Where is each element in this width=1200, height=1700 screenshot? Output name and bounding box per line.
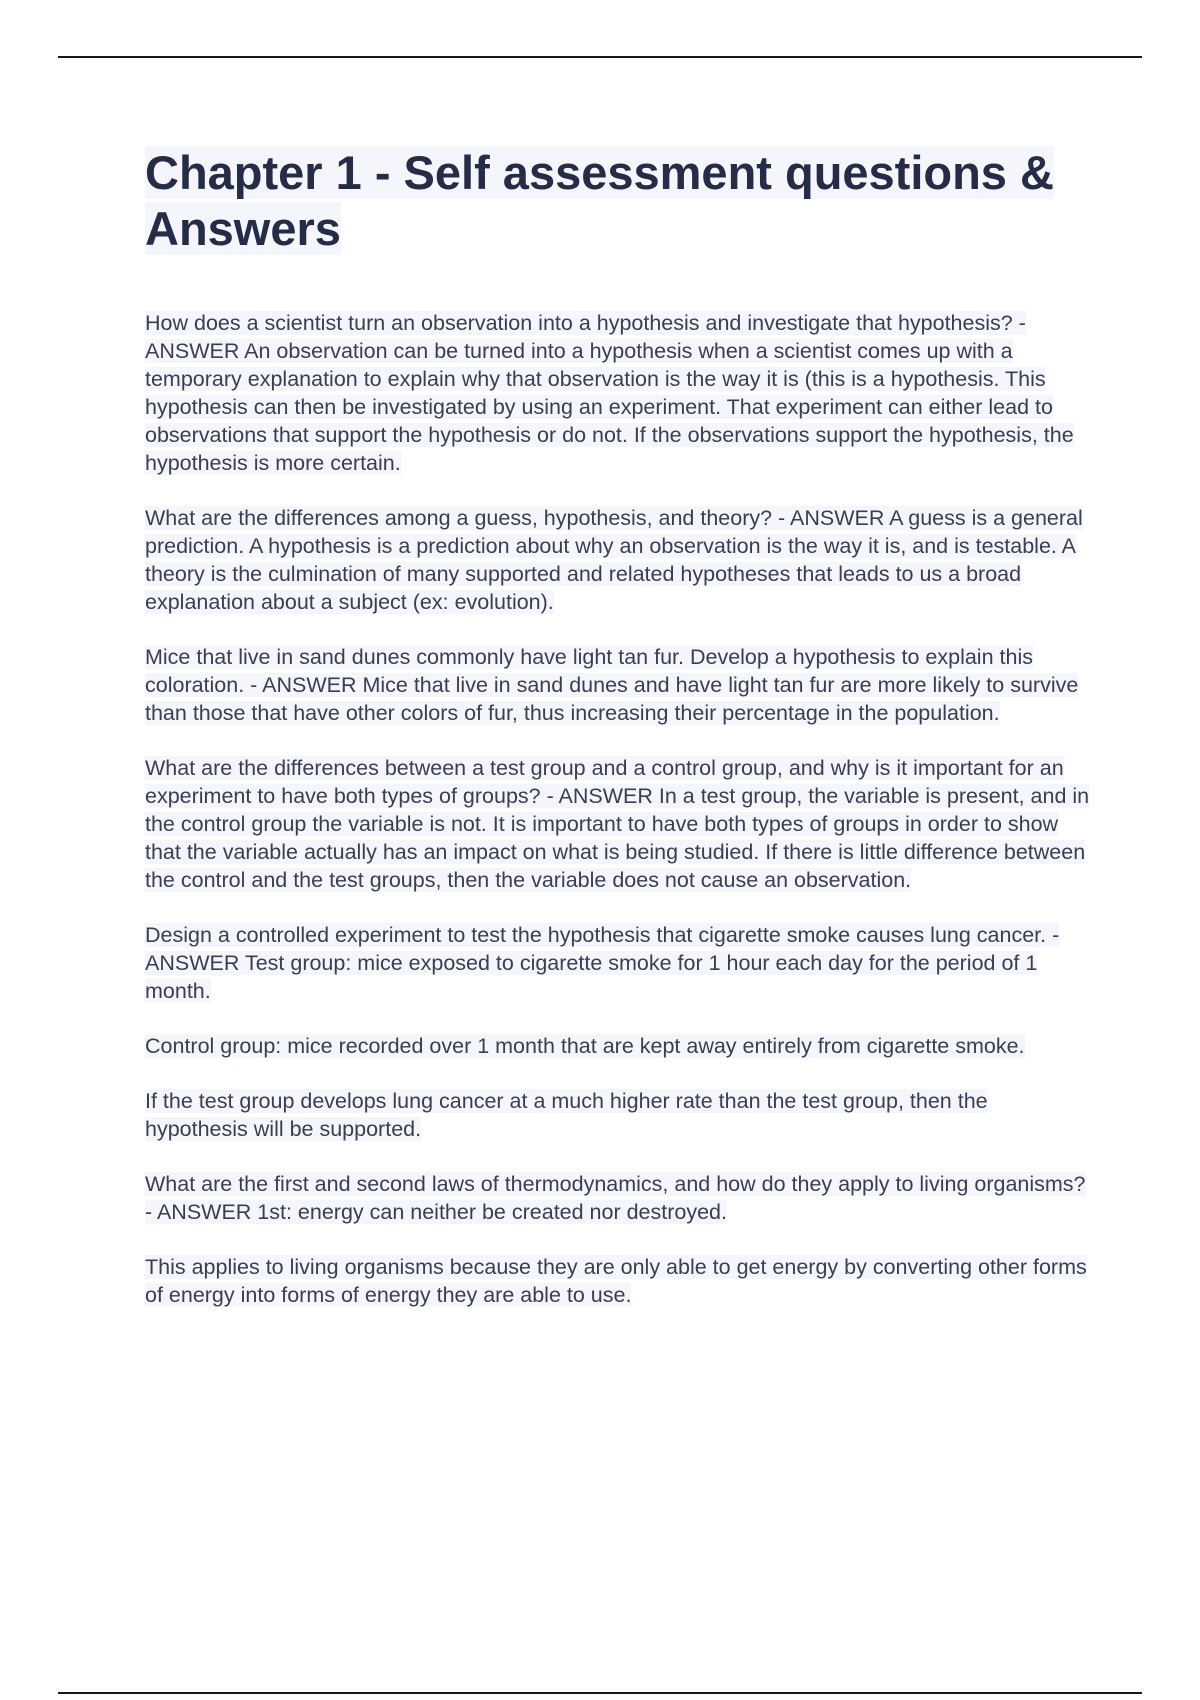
paragraph-9-text: This applies to living organisms because they are only able to get energy by converting other forms of energy into forms of energy they are able to use.: [145, 1255, 1087, 1307]
paragraph-7: [145, 1087, 1090, 1143]
document-body: [145, 145, 1090, 1336]
bottom-rule: [58, 1692, 1142, 1694]
page-title-text: Chapter 1 - Self assessment questions & Answers: [145, 146, 1054, 255]
paragraph-6-text: Control group: mice recorded over 1 month that are kept away entirely from cigarette smoke.: [145, 1034, 1025, 1058]
paragraph-6: [145, 1032, 1090, 1060]
paragraph-1-text: How does a scientist turn an observation into a hypothesis and investigate that hypothesis? - ANSWER An observation can be turned into a hypothesis when a scientist comes up with a temporary explanation to explain why that observation is the way it is (this is a hypothesis. This hypothesis can then be investigated by using an experiment. That experiment can either lead to observations that support the hypothesis or do not. If the observations support the hypothesis, the hypothesis is more certain.: [145, 311, 1074, 475]
paragraph-9: [145, 1253, 1090, 1309]
paragraph-8: [145, 1170, 1090, 1226]
paragraph-1: [145, 309, 1090, 477]
paragraph-7-text: If the test group develops lung cancer at a much higher rate than the test group, then the hypothesis will be supported.: [145, 1089, 988, 1141]
paragraph-5-text: Design a controlled experiment to test the hypothesis that cigarette smoke causes lung cancer. - ANSWER Test group: mice exposed to cigarette smoke for 1 hour each day for the period of 1 month.: [145, 923, 1060, 1003]
paragraph-4: [145, 754, 1090, 894]
paragraph-3: [145, 643, 1090, 727]
paragraph-3-text: Mice that live in sand dunes commonly have light tan fur. Develop a hypothesis to explain this coloration. - ANSWER Mice that live in sand dunes and have light tan fur are more likely to survive than those that have other colors of fur, thus increasing their percentage in the population.: [145, 645, 1079, 725]
paragraph-5: [145, 921, 1090, 1005]
page-title: [145, 145, 1090, 257]
paragraph-8-text: What are the first and second laws of thermodynamics, and how do they apply to living organisms? - ANSWER 1st: energy can neither be created nor destroyed.: [145, 1172, 1086, 1224]
top-rule: [58, 56, 1142, 58]
paragraph-2-text: What are the differences among a guess, hypothesis, and theory? - ANSWER A guess is a general prediction. A hypothesis is a prediction about why an observation is the way it is, and is testable. A theory is the culmination of many supported and related hypotheses that leads to us a broad explanation about a subject (ex: evolution).: [145, 506, 1083, 614]
paragraph-2: [145, 504, 1090, 616]
paragraph-4-text: What are the differences between a test group and a control group, and why is it important for an experiment to have both types of groups? - ANSWER In a test group, the variable is present, and in the control group the variable is not. It is important to have both types of groups in order to show that the variable actually has an impact on what is being studied. If there is little difference between the control and the test groups, then the variable does not cause an observation.: [145, 756, 1090, 892]
